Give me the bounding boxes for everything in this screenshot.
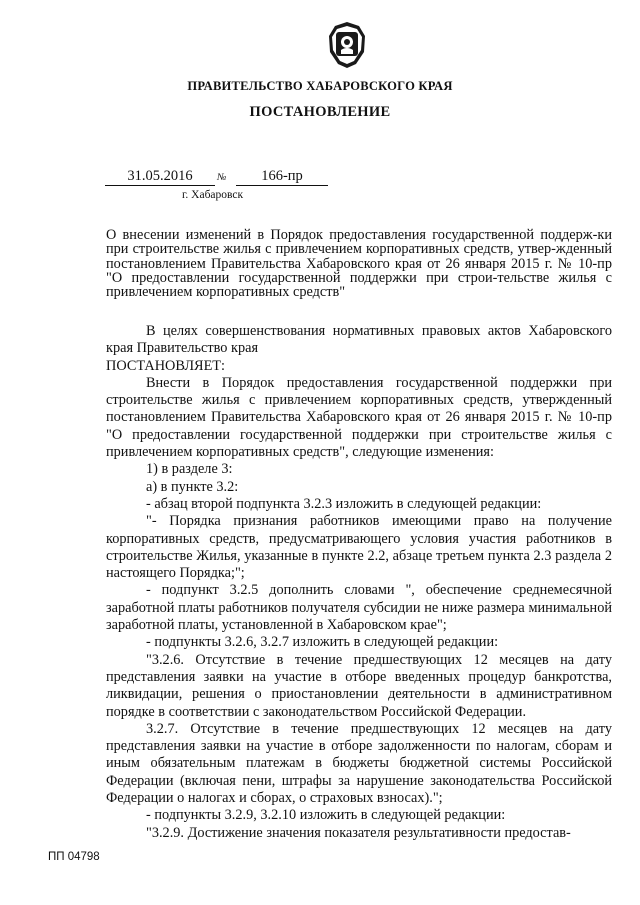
paragraph-resolves: ПОСТАНОВЛЯЕТ:	[106, 357, 226, 374]
paragraph-item: - подпункты 3.2.9, 3.2.10 изложить в следующей редакции:	[146, 807, 506, 824]
paragraph-item: - подпункт 3.2.5 дополнить словами ", обеспечение среднемесячной заработной платы работников получателя субсидии не ниже размера минимальной заработной платы, установленной в Хабаровском крае";	[106, 582, 612, 634]
paragraph-main: Внести в Порядок предоставления государственной поддержки при строительстве жилья с привлечением корпоративных средств, утвержденный постановлением Правительства Хабаровского края от 26 января 2015 г. № 10-пр "О предоставлении государственной поддержки при строительстве жилья с привлечением корпоративных средств", следующие изменения:	[106, 374, 612, 461]
paragraph-item: - абзац второй подпункта 3.2.3 изложить в следующей редакции:	[146, 495, 542, 512]
footer-code: ПП 04798	[48, 851, 100, 863]
paragraph-item: "3.2.6. Отсутствие в течение предшествующих 12 месяцев на дату представления заявки на участие в отборе введенных процедур банкротства, ликвидации, решения о приостановлении деятельности в административном порядке в соответствии с законодательством Российской Федерации.	[106, 651, 612, 720]
document-body	[106, 323, 612, 842]
number-sign: №	[217, 172, 227, 183]
paragraph-item: "3.2.9. Достижение значения показателя результативности предостав-	[146, 824, 571, 841]
document-title: О внесении изменений в Порядок предоставления государственной поддерж-ки при строительстве жилья с привлечением корпоративных средств, утвер-жденный постановлением Правительства Хабаровского края от 26 января 2015 г. № 10-пр "О предоставлении государственной поддержки при строи-тельстве жилья с привлечением корпоративных средств"	[106, 227, 612, 301]
organization-name: ПРАВИТЕЛЬСТВО ХАБАРОВСКОГО КРАЯ	[187, 79, 453, 93]
coat-of-arms-emblem	[326, 20, 368, 70]
document-type: ПОСТАНОВЛЕНИЕ	[249, 104, 391, 120]
paragraph-item: "- Порядка признания работников имеющими право на получение корпоративных средств, предусматривающего условия участия работников в строительстве Жилья, указанные в пункте 2.2, абзаце третьем пункта 2.3 раздела 2 настоящего Порядка;";	[106, 513, 612, 582]
document-date: 31.05.2016	[105, 168, 215, 186]
paragraph-item: а) в пункте 3.2:	[146, 478, 239, 495]
paragraph-item: 1) в разделе 3:	[146, 461, 233, 478]
paragraph-item: - подпункты 3.2.6, 3.2.7 изложить в следующей редакции:	[146, 634, 499, 651]
document-city: г. Хабаровск	[182, 189, 244, 201]
document-number: 166-пр	[236, 168, 328, 186]
paragraph-item: 3.2.7. Отсутствие в течение предшествующих 12 месяцев на дату представления заявки на участие в отборе задолженности по налогам, сборам и иным обязательным платежам в бюджеты бюджетной системы Российской Федерации (включая пени, штрафы за нарушение законодательства Российской Федерации о налогах и сборах, о страховых взносах).";	[106, 720, 612, 807]
paragraph-preamble: В целях совершенствования нормативных правовых актов Хабаровского края Правительство края	[106, 323, 612, 357]
